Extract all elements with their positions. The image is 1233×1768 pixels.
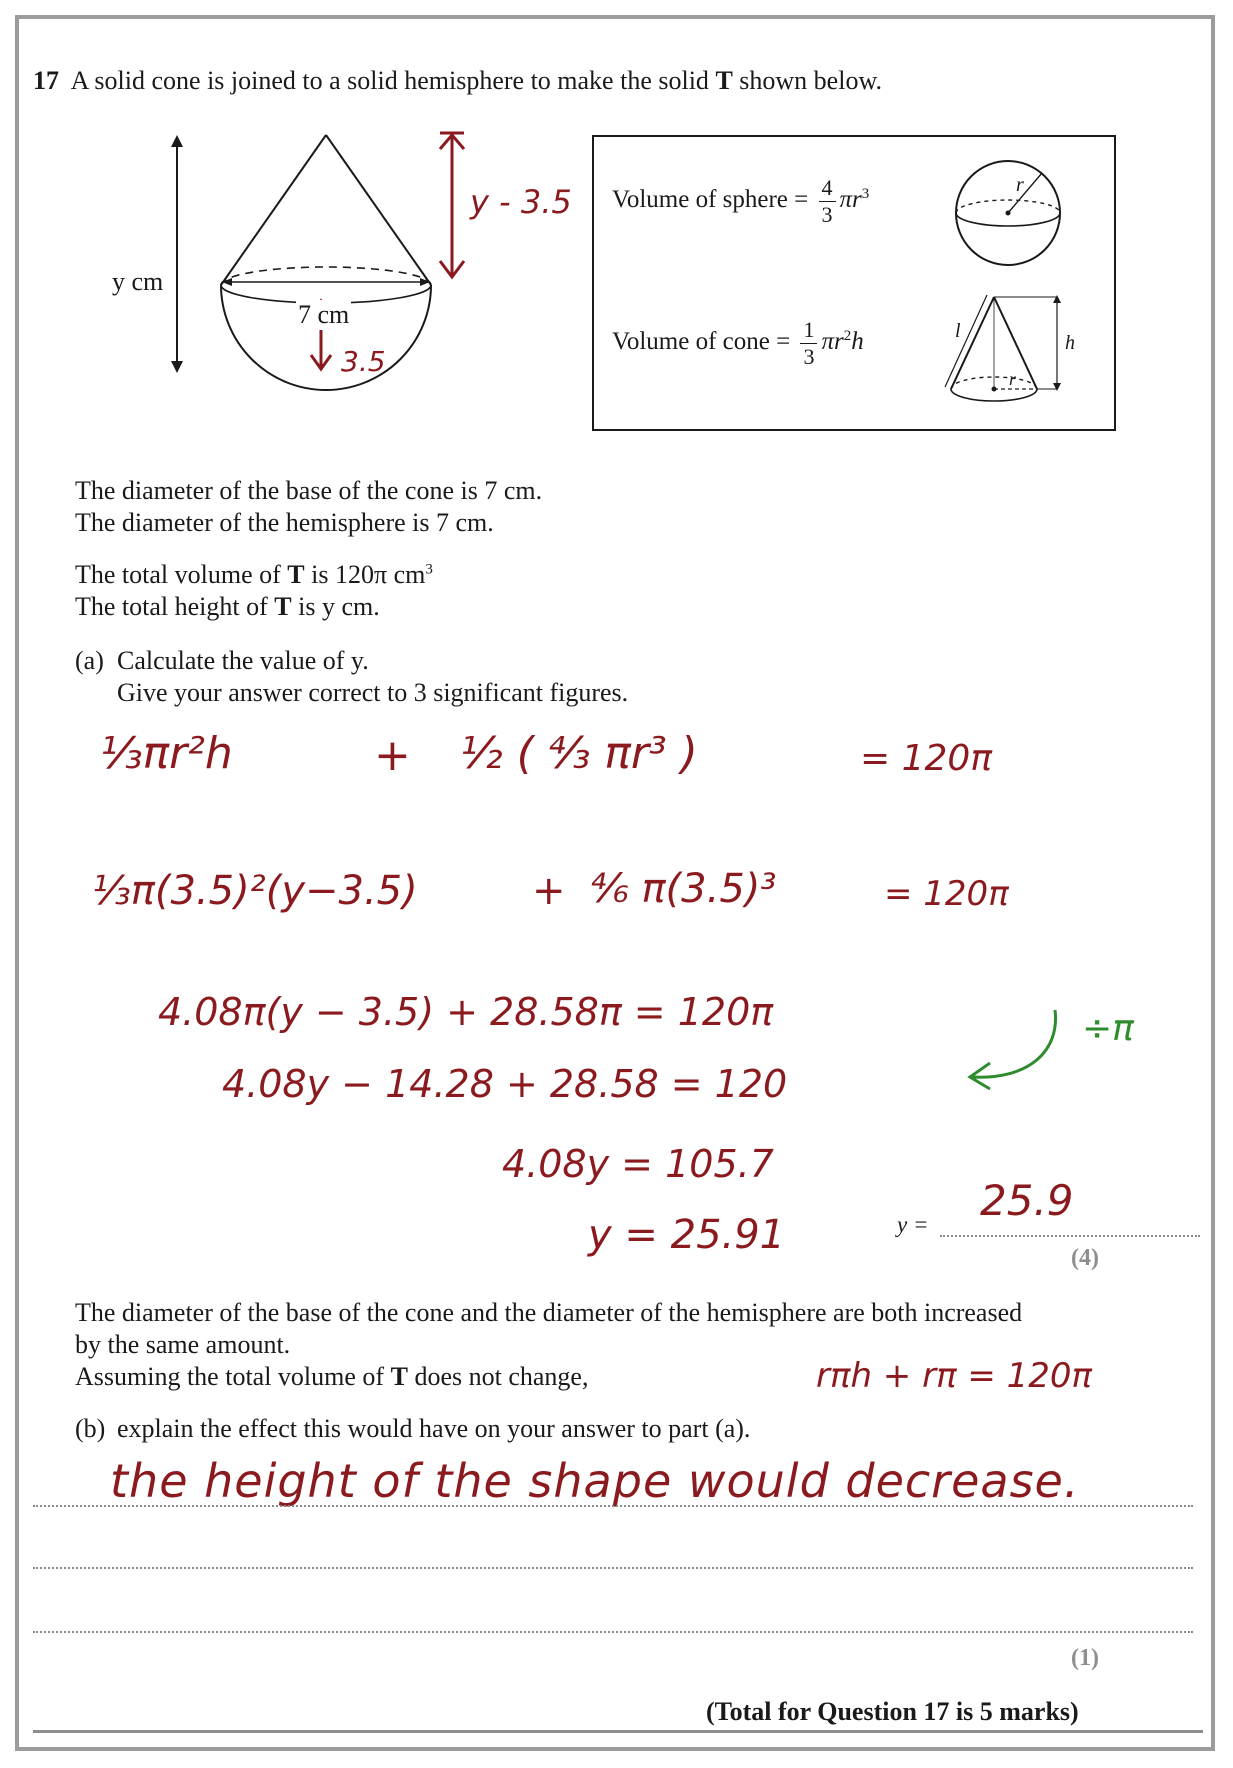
cone-tail-a: πr	[821, 328, 844, 356]
working-3: 4.08π(y − 3.5) + 28.58π = 120π	[158, 990, 774, 1034]
part-a-line-1: Calculate the value of y.	[117, 646, 369, 675]
cone-r: r	[1009, 369, 1017, 389]
answer-b-line-3	[33, 1631, 1193, 1633]
height-label: y cm	[112, 267, 164, 296]
cone-label: Volume of cone =	[612, 328, 791, 356]
working-2c: ⁴⁄₆ π(3.5)³	[590, 866, 777, 912]
info-line-3-post: is 120π cm	[304, 560, 426, 589]
total-marks: (Total for Question 17 is 5 marks)	[706, 1697, 1079, 1726]
sphere-num: 4	[819, 177, 836, 202]
intro-post: shown below.	[732, 66, 883, 95]
info-line-3-pre: The total volume of	[75, 560, 288, 589]
part-a-label: (a)	[75, 646, 104, 675]
part-b-intro-3	[75, 1362, 588, 1392]
part-b-intro-3-bold: T	[390, 1362, 408, 1391]
solid-t-diagram	[100, 125, 600, 425]
cone-tail-b: h	[851, 328, 864, 356]
working-1a: ⅓πr²h	[100, 728, 233, 779]
cone-fraction	[800, 319, 817, 368]
part-a-marks: (4)	[1071, 1245, 1099, 1271]
answer-b-line-1	[33, 1505, 1193, 1507]
part-b-intro-3-post: does not change,	[407, 1362, 589, 1391]
answer-a[interactable]: 25.9	[980, 1176, 1074, 1225]
info-line-2: The diameter of the hemisphere is 7 cm.	[75, 508, 494, 537]
intro-pre: A solid cone is joined to a solid hemisphere to make the solid	[70, 66, 716, 95]
working-2b: +	[532, 868, 566, 914]
sphere-den: 3	[821, 202, 833, 227]
part-b-intro-1: The diameter of the base of the cone and the diameter of the hemisphere are both increased	[75, 1298, 1023, 1327]
info-line-4-pre: The total height of	[75, 592, 275, 621]
info-line-1: The diameter of the base of the cone is 7 cm.	[75, 476, 543, 505]
cone-exp: 2	[843, 327, 852, 344]
working-5: 4.08y = 105.7	[502, 1142, 774, 1186]
part-b-intro-3-pre: Assuming the total volume of	[75, 1362, 391, 1391]
hw-note-b: rπh + rπ = 120π	[816, 1356, 1093, 1396]
answer-label: y =	[897, 1212, 929, 1237]
sphere-sketch	[954, 157, 1084, 267]
answer-b-line-2	[33, 1567, 1193, 1569]
hw-cone-height: y - 3.5	[470, 183, 572, 221]
info-line-3-bold: T	[287, 560, 305, 589]
sphere-tail: πr	[839, 186, 862, 214]
hw-radius: 3.5	[341, 345, 386, 378]
cone-h: h	[1065, 332, 1075, 354]
cone-l: l	[955, 320, 961, 342]
cone-den: 3	[803, 344, 815, 369]
part-b-marks: (1)	[1071, 1645, 1099, 1671]
question-heading	[33, 66, 882, 96]
sphere-exp: 3	[861, 185, 870, 202]
cone-num: 1	[800, 319, 817, 344]
working-4: 4.08y − 14.28 + 28.58 = 120	[222, 1062, 788, 1106]
part-b-intro-2: by the same amount.	[75, 1330, 291, 1359]
working-6: y = 25.91	[588, 1212, 786, 1258]
sphere-r: r	[1016, 174, 1024, 196]
info-line-3-exp: 3	[425, 561, 433, 578]
answer-a-line	[940, 1235, 1200, 1237]
info-line-3	[75, 560, 433, 590]
formula-box	[592, 135, 1116, 431]
intro-bold: T	[715, 66, 733, 95]
part-b-question: explain the effect this would have on your answer to part (a).	[117, 1414, 751, 1443]
info-line-4-bold: T	[274, 592, 292, 621]
diameter-label: 7 cm	[298, 300, 350, 329]
answer-b[interactable]: the height of the shape would decrease.	[110, 1454, 1080, 1508]
bottom-rule	[33, 1730, 1203, 1733]
cone-formula	[612, 319, 864, 368]
info-line-4	[75, 592, 380, 622]
working-1d: = 120π	[860, 738, 992, 779]
sphere-fraction	[819, 177, 836, 226]
cone-sketch	[939, 287, 1099, 417]
part-b-label: (b)	[75, 1414, 106, 1443]
part-a-line-2: Give your answer correct to 3 significant figures.	[117, 678, 629, 707]
working-1c: ½ ( ⁴⁄₃ πr³ )	[460, 728, 698, 779]
working-3-note: ÷π	[1082, 1008, 1134, 1049]
working-2a: ⅓π(3.5)²(y−3.5)	[92, 868, 418, 914]
working-1b: +	[374, 730, 411, 781]
sphere-formula	[612, 177, 869, 226]
sphere-label: Volume of sphere =	[612, 186, 809, 214]
green-arrow	[960, 1005, 1070, 1095]
info-line-4-post: is y cm.	[291, 592, 380, 621]
question-number: 17	[33, 66, 59, 95]
working-2d: = 120π	[884, 874, 1009, 914]
